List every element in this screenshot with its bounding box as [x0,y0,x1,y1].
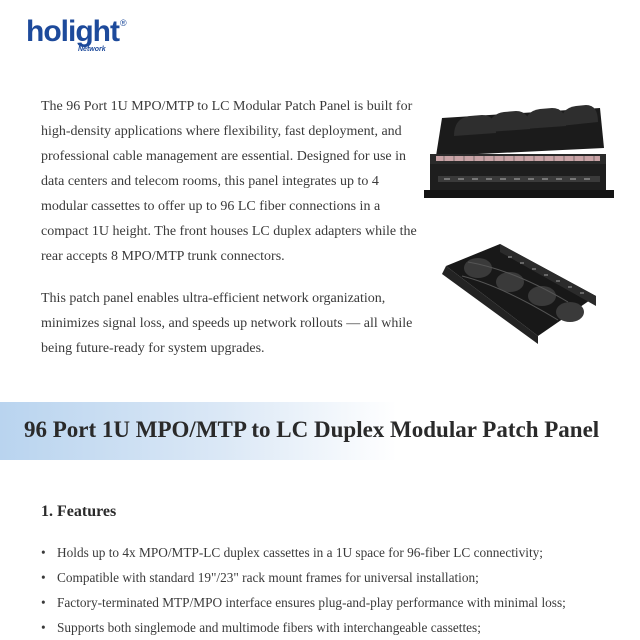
intro-paragraph-1: The 96 Port 1U MPO/MTP to LC Modular Patch Panel is built for high-density applications where flexibility, fast deployment, and professional cable management are essential. Designed for use in data centers and telecom rooms, this panel integrates up to 4 modular cassettes to offer up to 96 LC fiber connections in a compact 1U height. The front houses LC duplex adapters while the rear accepts 8 MPO/MTP trunk connectors. [41,99,417,264]
brand-wordmark: holight [26,15,119,48]
banner-title: 96 Port 1U MPO/MTP to LC Duplex Modular Patch Panel [24,417,600,442]
features-heading: 1. Features [41,503,117,520]
intro-text [41,94,419,378]
registered-mark: ® [120,18,127,28]
feature-item: • Factory-terminated MTP/MPO interface ensures plug-and-play performance with minimal loss; [41,590,631,615]
feature-item: • Supports both singlemode and multimode fibers with interchangeable cassettes; [41,615,631,640]
brand-logo [26,16,136,56]
section-banner [0,402,640,460]
features-list [41,540,631,640]
feature-item: • Compatible with standard 19"/23" rack mount frames for universal installation; [41,565,631,590]
feature-item: • Holds up to 4x MPO/MTP-LC duplex cassettes in a 1U space for 96-fiber LC connectivity; [41,540,631,565]
brand-subtitle: Network [78,46,106,53]
patch-panel-front-image [424,98,614,208]
patch-panel-angled-image [438,236,598,346]
intro-paragraph-2: This patch panel enables ultra-efficient network organization, minimizes signal loss, and speeds up network rollouts — all while being future-ready for system upgrades. [41,291,413,356]
